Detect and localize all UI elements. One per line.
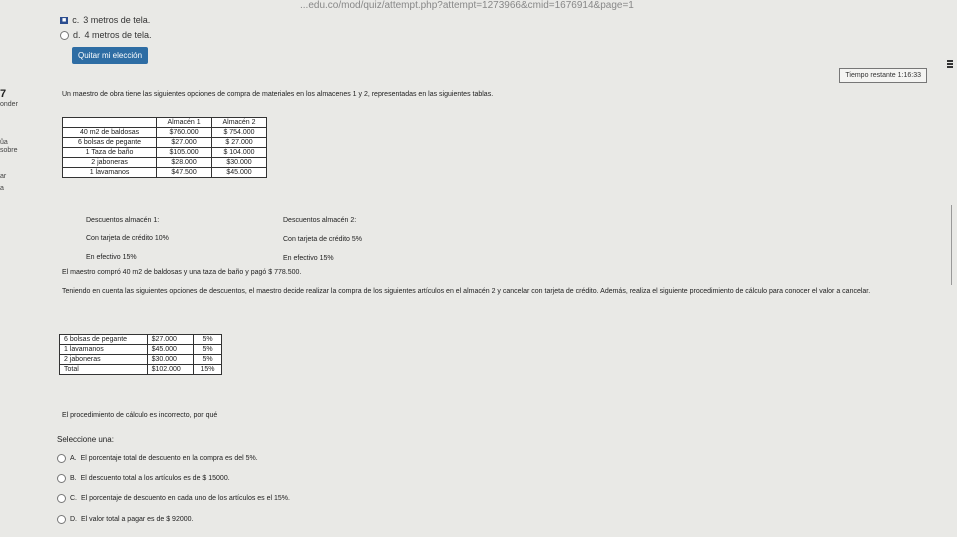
table-row: [60, 335, 222, 345]
table-cell: $47.500: [157, 168, 212, 178]
table-cell: $27.000: [157, 138, 212, 148]
scrollbar[interactable]: [951, 205, 952, 285]
table-row: [63, 158, 267, 168]
side-label: a: [0, 185, 4, 192]
table-cell: $ 104.000: [212, 148, 267, 158]
question-stem: Un maestro de obra tiene las siguientes opciones de compra de materiales en los almacenes 1 y 2, representadas en las siguientes tablas.: [62, 91, 494, 98]
discounts-store2-title: Descuentos almacén 2:: [283, 217, 357, 224]
answer-option-c[interactable]: [57, 494, 290, 503]
table-cell: $760.000: [157, 128, 212, 138]
question-number: 7: [0, 88, 7, 100]
discounts-store1-title: Descuentos almacén 1:: [86, 217, 160, 224]
answer-letter: C.: [70, 495, 77, 502]
table-cell: 1 lavamanos: [63, 168, 157, 178]
table-cell: 15%: [194, 365, 222, 375]
discounts-store1-cash: En efectivo 15%: [86, 254, 137, 261]
table-cell: $ 27.000: [212, 138, 267, 148]
table-cell: $27.000: [147, 335, 193, 345]
radio-icon[interactable]: [57, 494, 66, 503]
table-cell: 5%: [194, 355, 222, 365]
table-cell: $45.000: [147, 345, 193, 355]
selected-marker-icon: ■: [62, 16, 67, 24]
clear-choice-button[interactable]: Quitar mi elección: [72, 47, 148, 64]
menu-icon[interactable]: [947, 60, 953, 62]
prev-option-d-letter: d.: [73, 30, 81, 40]
table-row: [63, 128, 267, 138]
table-cell: 1 lavamanos: [60, 345, 148, 355]
time-remaining: Tiempo restante 1:16:33: [839, 68, 927, 83]
table-header: Almacén 1: [157, 118, 212, 128]
table-cell: $102.000: [147, 365, 193, 375]
answer-letter: A.: [70, 455, 77, 462]
table-cell: Total: [60, 365, 148, 375]
prev-option-c[interactable]: [60, 15, 150, 25]
question-prompt: El procedimiento de cálculo es incorrecto, por qué: [62, 412, 218, 419]
table-cell: 2 jaboneras: [60, 355, 148, 365]
answer-letter: D.: [70, 516, 77, 523]
answer-option-d[interactable]: [57, 515, 193, 524]
table-row: [60, 355, 222, 365]
table-cell: 5%: [194, 345, 222, 355]
table-cell: $105.000: [157, 148, 212, 158]
discounts-store2-cash: En efectivo 15%: [283, 255, 334, 262]
table-header-row: [63, 118, 267, 128]
table-header: [63, 118, 157, 128]
answer-text: El porcentaje total de descuento en la compra es del 5%.: [80, 455, 258, 462]
side-label: ûa: [0, 139, 8, 146]
radio-icon[interactable]: [60, 31, 69, 40]
address-bar[interactable]: ...edu.co/mod/quiz/attempt.php?attempt=1273966&cmid=1676914&page=1: [300, 0, 634, 11]
table-cell: $28.000: [157, 158, 212, 168]
answer-letter: B.: [70, 475, 77, 482]
answer-option-a[interactable]: [57, 454, 258, 463]
table-header: Almacén 2: [212, 118, 267, 128]
table-cell: 1 Taza de baño: [63, 148, 157, 158]
radio-icon[interactable]: [57, 454, 66, 463]
table-cell: 40 m2 de baldosas: [63, 128, 157, 138]
prev-option-d-text: 4 metros de tela.: [84, 30, 152, 40]
side-label: ar: [0, 173, 7, 180]
table-cell: 6 bolsas de pegante: [60, 335, 148, 345]
discounts-store2-card: Con tarjeta de crédito 5%: [283, 236, 362, 243]
table-row: [63, 148, 267, 158]
table-cell: 2 jaboneras: [63, 158, 157, 168]
discounts-store1-card: Con tarjeta de crédito 10%: [86, 235, 169, 242]
table-cell: 5%: [194, 335, 222, 345]
table-cell: 6 bolsas de pegante: [63, 138, 157, 148]
prices-table: [62, 117, 267, 178]
answer-text: El descuento total a los artículos es de $ 15000.: [80, 475, 230, 482]
prev-option-c-letter: c.: [72, 15, 80, 25]
table-cell: $30.000: [147, 355, 193, 365]
table-cell: $ 754.000: [212, 128, 267, 138]
select-one-label: Seleccione una:: [57, 435, 114, 444]
table-row: [63, 138, 267, 148]
side-label: sobre: [0, 147, 18, 154]
answer-option-b[interactable]: [57, 474, 230, 483]
side-label: onder: [0, 101, 18, 108]
radio-icon[interactable]: [57, 474, 66, 483]
table-row: [60, 345, 222, 355]
calculation-table: [59, 334, 222, 375]
purchase-statement: El maestro compró 40 m2 de baldosas y una taza de baño y pagó $ 778.500.: [62, 269, 302, 276]
answer-text: El valor total a pagar es de $ 92000.: [81, 516, 194, 523]
prev-option-d[interactable]: [60, 30, 152, 40]
table-row: [63, 168, 267, 178]
prev-option-c-text: 3 metros de tela.: [83, 15, 151, 25]
scenario-paragraph: Teniendo en cuenta las siguientes opciones de descuentos, el maestro decide realizar la compra de los siguientes artículos en el almacén 2 y cancelar con tarjeta de crédito. Además, realiza el siguiente procedimiento de cálculo para conocer el valor a cancelar.: [62, 288, 871, 295]
table-row: [60, 365, 222, 375]
answer-text: El porcentaje de descuento en cada uno de los artículos es el 15%.: [81, 495, 290, 502]
radio-icon[interactable]: [57, 515, 66, 524]
table-cell: $45.000: [212, 168, 267, 178]
table-cell: $30.000: [212, 158, 267, 168]
